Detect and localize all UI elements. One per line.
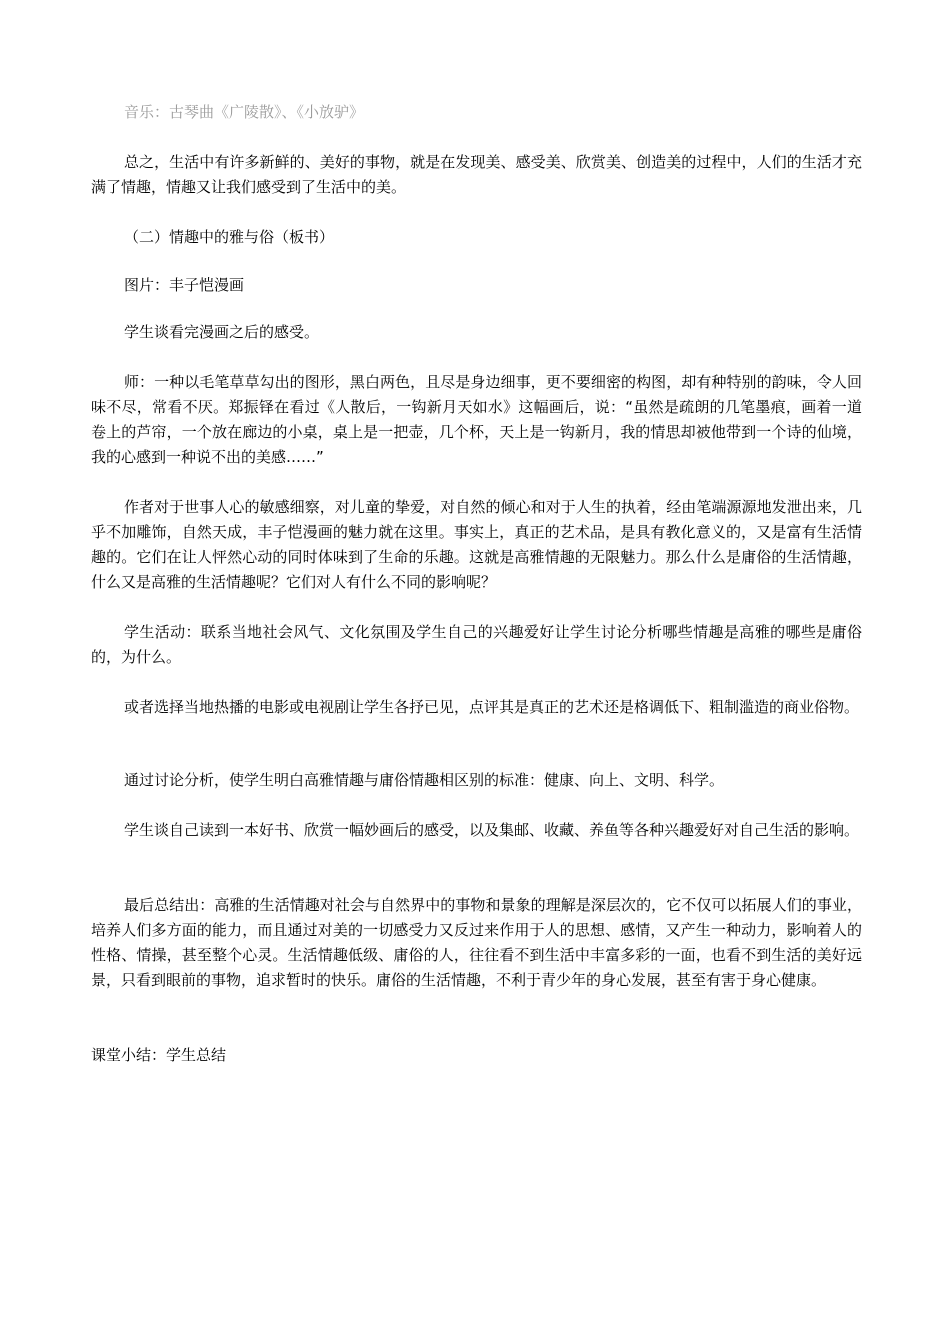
paragraph-student-feelings: 学生谈看完漫画之后的感受。 [124, 323, 320, 341]
paragraph-conclusion: 最后总结出：高雅的生活情趣对社会与自然界中的事物和景象的理解是深层次的，它不仅可以拓展人们的事业，培养人们多方面的能力，而且通过对美的一切感受力又反过来作用于人的思想、感情，又产生一种动力，影响着人的性格、情操，甚至整个心灵。生活情趣低级、庸俗的人，往往看不到生活中丰富多彩的一面，也看不到生活的美好远景，只看到眼前的事物，追求暂时的快乐。庸俗的生活情趣，不利于青少年的身心发展，甚至有害于身心健康。 [91, 896, 862, 989]
paragraph-class-summary: 课堂小结：学生总结 [91, 1046, 227, 1064]
paragraph-picture: 图片：丰子恺漫画 [124, 276, 245, 294]
paragraph-film: 或者选择当地热播的电影或电视剧让学生各抒已见，点评其是真正的艺术还是格调低下、粗制滥造的商业俗物。 [124, 698, 860, 716]
paragraph-music: 音乐：古琴曲《广陵散》、《小放驴》 [124, 103, 365, 121]
paragraph-author: 作者对于世事人心的敏感细察，对儿童的挚爱，对自然的倾心和对于人生的执着，经由笔端源源地发泄出来，几乎不加雕饰，自然天成，丰子恺漫画的魅力就在这里。事实上，真正的艺术品，是具有教化意义的，又是富有生活情趣的。它们在让人怦然心动的同时体味到了生命的乐趣。这就是高雅情趣的无限魅力。那么什么是庸俗的生活情趣，什么又是高雅的生活情趣呢？它们对人有什么不同的影响呢？ [91, 498, 862, 591]
section-heading: （二）情趣中的雅与俗（板书） [124, 228, 335, 246]
paragraph-summary: 总之，生活中有许多新鲜的、美好的事物，就是在发现美、感受美、欣赏美、创造美的过程中，人们的生活才充满了情趣，情趣又让我们感受到了生活中的美。 [91, 153, 862, 196]
paragraph-hobbies: 学生谈自己读到一本好书、欣赏一幅妙画后的感受，以及集邮、收藏、养鱼等各种兴趣爱好对自己生活的影响。 [124, 821, 860, 839]
paragraph-teacher: 师：一种以毛笔草草勾出的图形，黑白两色，且尽是身边细事，更不要细密的构图，却有种特别的韵味，令人回味不尽，常看不厌。郑振铎在看过《人散后，一钩新月天如水》这幅画后，说：“虽然是疏朗的几笔墨痕，画着一道卷上的芦帘，一个放在廊边的小桌，桌上是一把壶，几个杯，天上是一钩新月，我的情思却被他带到一个诗的仙境，我的心感到一种说不出的美感……” [91, 373, 862, 466]
paragraph-student-activity: 学生活动：联系当地社会风气、文化氛围及学生自己的兴趣爱好让学生讨论分析哪些情趣是高雅的哪些是庸俗的，为什么。 [91, 623, 862, 666]
paragraph-standard: 通过讨论分析，使学生明白高雅情趣与庸俗情趣相区别的标准：健康、向上、文明、科学。 [124, 771, 725, 789]
